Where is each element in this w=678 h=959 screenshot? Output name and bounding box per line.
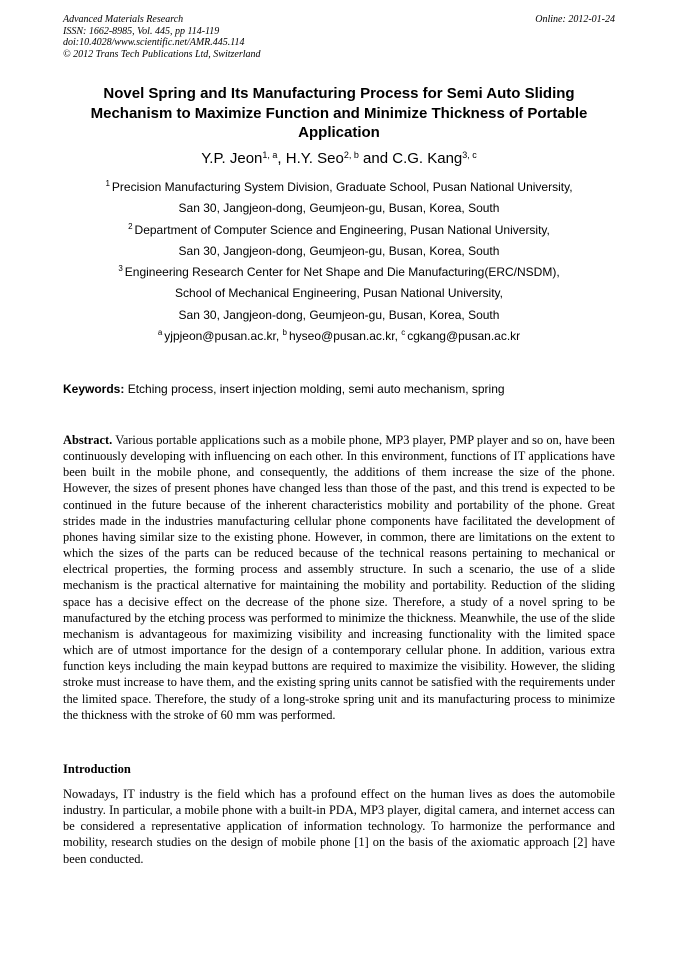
affiliation-line: San 30, Jangjeon-dong, Geumjeon-gu, Busan, Korea, South: [178, 243, 500, 258]
email-line: $^a$ yjpjeon@pusan.ac.kr, $^b$ hyseo@pusan.ac.kr, $^c$ cgkang@pusan.ac.kr: [157, 328, 521, 344]
abstract-text: Various portable applications such as a mobile phone, MP3 player, PMP player and so on, have been continuously developing with influencing on each other. In this environment, functions of IT applications have been built in the mobile phone, and consequently, the additions of them increase the size of the phone. However, the sizes of present phones have changed less than those of the past, and this trend is expected to be continued in the future because of the inherent characteristics mobility and portability of the phone. Great strides made in the industries manufacturing cellular phone components have facilitated the development of phones having similar size to the existing phone. However, in common, there are limitations on the extent to which the sizes of the parts can be reduced because of the technical reasons pertaining to mechanical or electrical properties, the forming process and assembly structure. In such a scenario, the use of a slide mechanism is the practical alternative for maintaining the mobility and portability. Reduction of the sliding space has a decisive effect on the decrease of the phone size. Therefore, a study of a novel spring to be manufactured by the etching process was performed to minimize the thickness. Meanwhile, the use of the slide mechanism is advantageous for maximizing visibility and increasing functionality with the limited space which are of utmost importance for the design of a contemporary cellular phone. In addition, various extra function keys including the main keypad buttons are required to maximize the visibility. However, the sliding stroke must increase to have them, and the existing spring units cannot be satisfied with the requirements under the limited space. Therefore, the study of a long-stroke spring unit and its manufacturing process to minimize the thickness with the stroke of 60 mm was performed.: [63, 433, 615, 722]
email-marker: b: [282, 328, 287, 338]
affiliations: [63, 177, 615, 347]
author-name: C.G. Kang: [392, 150, 463, 167]
paper-title: Novel Spring and Its Manufacturing Process for Semi Auto Sliding Mechanism to Maximize Function and Minimize Thickness of Portable Application: [90, 85, 588, 141]
affiliation-line: School of Mechanical Engineering, Pusan National University,: [175, 286, 503, 301]
introduction-paragraph: Nowadays, IT industry is the field which has a profound effect on the human lives as does the automobile industry. In particular, a mobile phone with a built-in PDA, MP3 player, digital camera, and internet access can be considered a representative application of information technology. To harmonize the performance and mobility, research studies on the design of mobile phone [1] on the basis of the axiomatic approach [2] have been conducted.: [63, 787, 615, 866]
email-address: cgkang@pusan.ac.kr: [407, 329, 521, 344]
author-list: [63, 149, 615, 169]
email-marker: a: [157, 328, 163, 338]
copyright-line: © 2012 Trans Tech Publications Ltd, Switzerland: [63, 48, 261, 60]
author-marker: 3, c: [462, 150, 477, 161]
affiliation-marker: 1: [105, 179, 110, 189]
affiliation-line: San 30, Jangjeon-dong, Geumjeon-gu, Busan, Korea, South: [178, 307, 500, 322]
author-marker: 1, a: [262, 150, 278, 161]
author-marker: 2, b: [343, 150, 359, 161]
section-heading: Introduction: [63, 762, 131, 776]
keywords-label: Keywords:: [63, 382, 125, 396]
author-name: Y.P. Jeon: [201, 150, 263, 167]
issn-line: ISSN: 1662-8985, Vol. 445, pp 114-119: [63, 25, 220, 37]
affiliation-line: San 30, Jangjeon-dong, Geumjeon-gu, Busan, Korea, South: [178, 201, 500, 216]
email-address: hyseo@pusan.ac.kr: [289, 329, 395, 344]
affiliation-line: $^2$ Department of Computer Science and Engineering, Pusan National University,: [128, 221, 550, 237]
email-marker: c: [401, 328, 406, 338]
affiliation-line: $^1$ Precision Manufacturing System Division, Graduate School, Pusan National University,: [105, 179, 573, 194]
affiliation-line: $^3$ Engineering Research Center for Net Shape and Die Manufacturing(ERC/NSDM),: [118, 264, 560, 280]
abstract: [63, 432, 615, 723]
email-address: yjpjeon@pusan.ac.kr: [164, 329, 276, 344]
journal-metadata: [63, 14, 261, 60]
abstract-label: Abstract.: [63, 433, 113, 447]
doi-line: doi:10.4028/www.scientific.net/AMR.445.114: [63, 37, 245, 48]
keywords: [63, 382, 615, 397]
affiliation-marker: 2: [128, 221, 133, 231]
journal-name: Advanced Materials Research: [63, 14, 184, 25]
keywords-text: Etching process, insert injection molding, semi auto mechanism, spring: [127, 382, 505, 396]
online-date: Online: 2012-01-24: [535, 14, 615, 25]
affiliation-marker: 3: [118, 264, 123, 274]
author-separator: and: [358, 150, 393, 167]
author-separator: ,: [277, 150, 286, 167]
author-name: H.Y. Seo: [285, 150, 344, 167]
